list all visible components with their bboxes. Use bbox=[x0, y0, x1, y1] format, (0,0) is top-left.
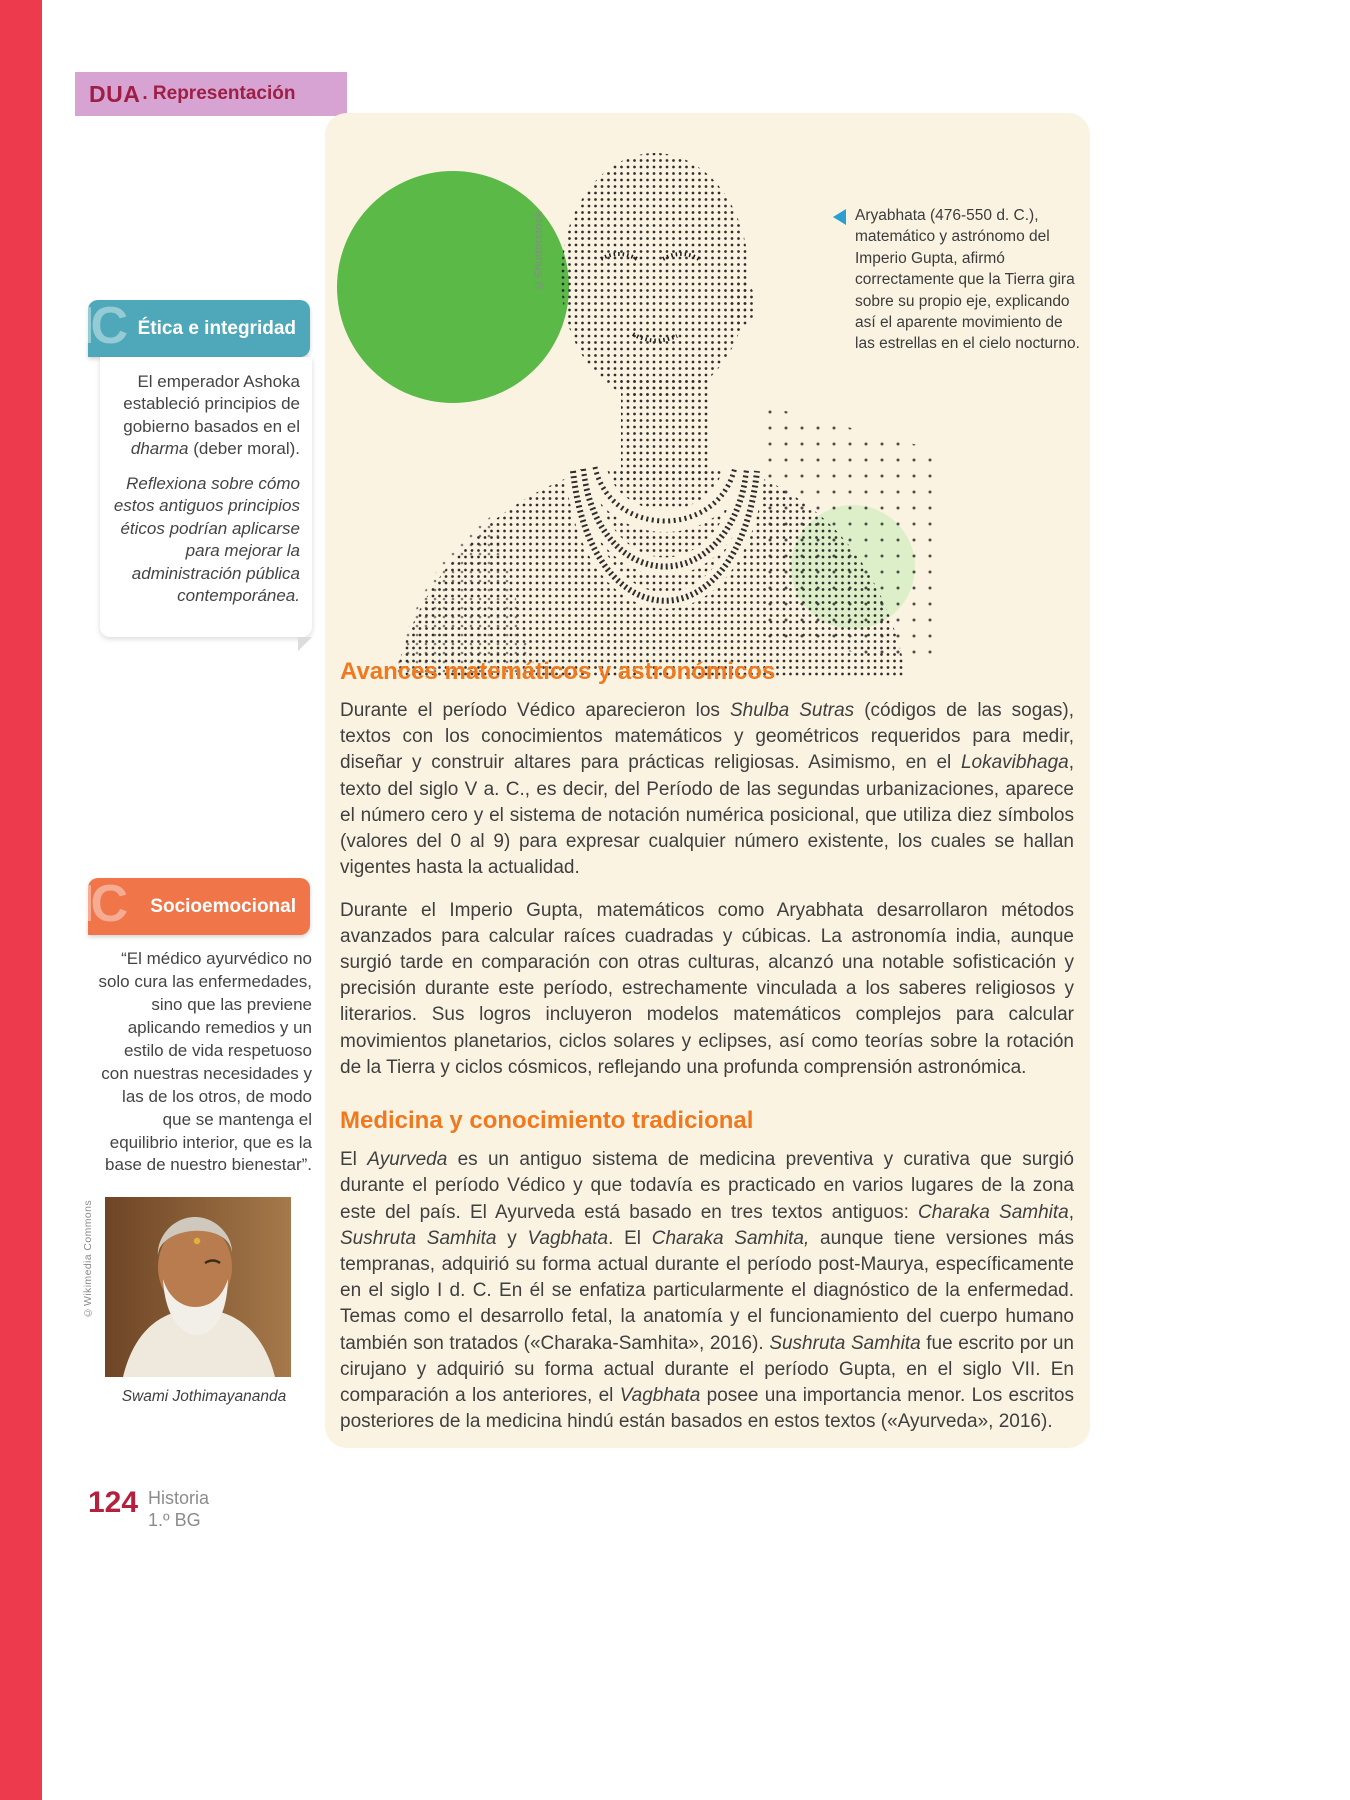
socioemotional-tab-title: Socioemocional bbox=[150, 895, 296, 917]
page-number: 124 bbox=[88, 1486, 139, 1519]
ic-badge-icon: IC bbox=[80, 875, 124, 933]
dua-subtitle: . Representación bbox=[142, 83, 296, 104]
ethics-tab-title: Ética e integridad bbox=[137, 317, 296, 339]
footer-subject bbox=[148, 1488, 209, 1531]
caption-arrow-icon bbox=[833, 209, 846, 225]
socioemotional-tab bbox=[80, 875, 310, 935]
swami-portrait-image bbox=[105, 1197, 291, 1377]
dua-label: DUA bbox=[89, 80, 141, 107]
footer-subject-name: Historia bbox=[148, 1488, 210, 1508]
aryabhata-portrait-illustration bbox=[333, 119, 953, 679]
ic-badge-icon: IC bbox=[80, 297, 124, 355]
aryabhata-stipple-art bbox=[333, 119, 953, 679]
ayurvedic-doctor-quote: “El médico ayurvédico no solo cura las enfermedades, sino que las previene aplicando remedios y un estilo de vida respetuoso con nuestras necesidades y las de los otros, de modo que se mantenga el equilibrio interior, que es la base de nuestro bienestar”. bbox=[98, 949, 312, 1175]
ethics-reflection-text: Reflexiona sobre cómo estos antiguos principios éticos podrían aplicarse para mejorar la administración pública contemporánea. bbox=[113, 473, 300, 605]
image-caption-text: Aryabhata (476-550 d. C.), matemático y astrónomo del Imperio Gupta, afirmó correctamente que la Tierra gira sobre su propio eje, explicando así el aparente movimiento de las estrellas en el cielo nocturno. bbox=[855, 207, 1080, 353]
image-caption bbox=[833, 205, 1081, 355]
body-text bbox=[340, 658, 1074, 1451]
paragraph-ayurveda: El Ayurveda es un antiguo sistema de medicina preventiva y curativa que surgió durante el período Védico y que todavía es practicado en varios lugares de la zona este del país. El Ayurveda está basado en tres textos antiguos: Charaka Samhita, Sushruta Samhita y Vagbhata. El Charaka Samhita, aunque tiene versiones más tempranas, adquirió su forma actual durante el período post-Maurya, específicamente en el siglo I d. C. En él se enfatiza particularmente el diagnóstico de la enfermedad. Temas como el desarrollo fetal, la anatomía y el funcionamiento del cuerpo humano también son tratados («Charaka-Samhita», 2016). Sushruta Samhita fue escrito por un cirujano y adquirió su forma actual durante el período Gupta, en el siglo VII. En comparación a los anteriores, el Vagbhata posee una importancia menor. Los escritos posteriores de la medicina hindú están basados en estos textos («Ayurveda», 2016). bbox=[340, 1149, 1075, 1433]
ethics-card bbox=[100, 357, 312, 637]
section-title-math-astronomy: Avances matemáticos y astronómicos bbox=[340, 658, 776, 685]
card-fold-corner bbox=[298, 637, 312, 651]
section-title-medicine: Medicina y conocimiento tradicional bbox=[340, 1107, 754, 1135]
shutterstock-credit: ©Shutterstock bbox=[533, 211, 545, 291]
footer-grade: 1.º BG bbox=[148, 1509, 201, 1530]
ethics-body-text: El emperador Ashoka estableció principios de gobierno basados en el dharma (deber moral). bbox=[123, 372, 300, 459]
wikimedia-credit: ©Wikimedia Commons bbox=[82, 1200, 94, 1319]
swami-photo-caption: Swami Jothimayananda bbox=[121, 1388, 287, 1405]
dua-header bbox=[75, 72, 347, 116]
paragraph-gupta-astronomy: Durante el Imperio Gupta, matemáticos como Aryabhata desarrollaron métodos avanzados para calcular raíces cuadradas y cúbicas. La astronomía india, aunque surgió tarde en comparación con otras culturas, alcanzó una notable sofisticación y precisión durante este período, estrechamente vinculada a los saberes religiosos y literarios. Sus logros incluyeron modelos matemáticos complejos para calcular movimientos planetarios, ciclos solares y eclipses, así como teorías sobre la rotación de la Tierra y ciclos cósmicos, reflejando una profunda comprensión astronómica. bbox=[340, 899, 1074, 1078]
left-accent-bar bbox=[0, 0, 42, 1800]
swami-photo bbox=[105, 1197, 291, 1377]
paragraph-vedic-math: Durante el período Védico aparecieron los Shulba Sutras (códigos de las sogas), textos con los conocimientos matemáticos y geométricos requeridos para medir, diseñar y construir altares para prácticas religiosas. Asimismo, en el Lokavibhaga, texto del siglo V a. C., es decir, del Período de las segundas urbanizaciones, aparece el número cero y el sistema de notación numérica posicional, que utiliza diez símbolos (valores del 0 al 9) para expresar cualquier número existente, los cuales se hallan vigentes hasta la actualidad. bbox=[340, 700, 1074, 879]
ethics-tab bbox=[80, 297, 310, 357]
main-content-panel bbox=[325, 113, 1090, 1448]
